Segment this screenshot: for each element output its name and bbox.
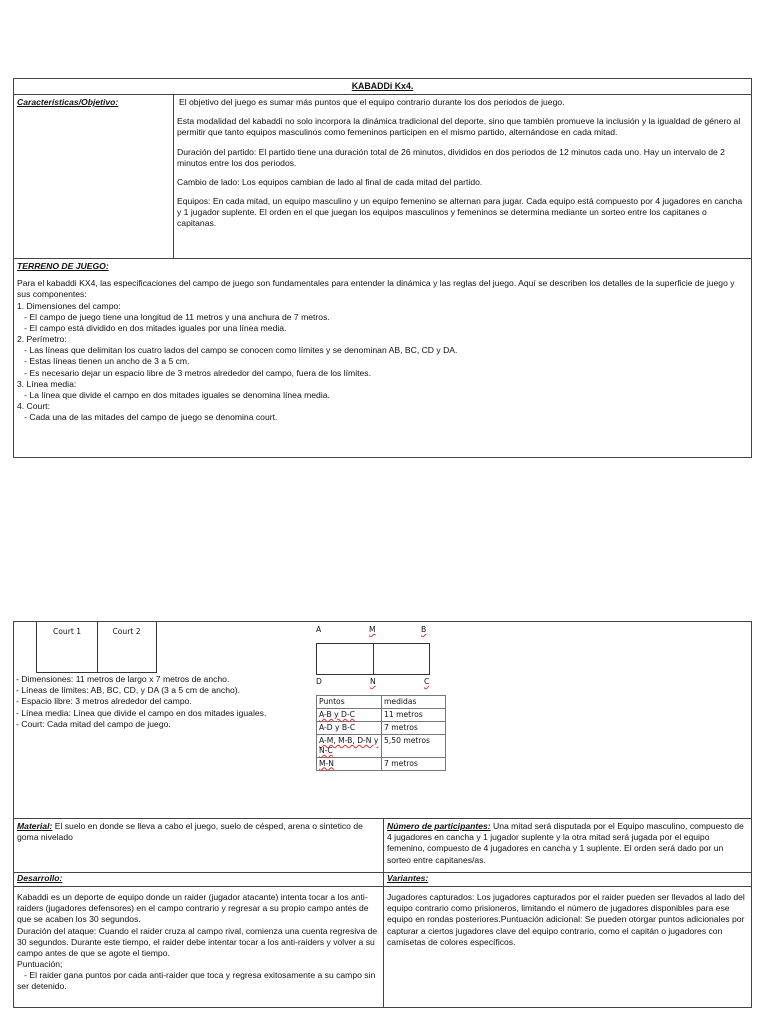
corner-label-a: A	[316, 625, 322, 634]
diagram-row	[14, 622, 751, 819]
table-cell: 5,50 metros	[382, 735, 446, 758]
caracteristicas-label: Características/Objetivo:	[17, 97, 119, 107]
terreno-line: 3. Línea media:	[17, 378, 77, 389]
variantes-text: Jugadores capturados: Los jugadores capturados por el raider pueden ser llevados al lado del equipo contrario como prisioneros, limitando el número de jugadores disponibles para ese equipo en rondas posteriores.Puntuación adicional: Se pueden otorgar puntos adicionales por capturar a ciertos jugadores clave del equipo contrario, como el capitán o jugadores con camisetas de colores específicos.	[387, 892, 745, 947]
desarrollo-label: Desarrollo:	[17, 873, 63, 883]
header-cell: medidas	[382, 696, 446, 709]
variantes-content-cell	[384, 887, 751, 1007]
table-row	[317, 757, 446, 770]
terreno-line: - Cada una de las mitades del campo de juego se denomina court.	[17, 412, 278, 423]
midline	[373, 644, 374, 674]
field-rectangle	[316, 643, 430, 675]
summary-line: - Líneas de límites: AB, BC, CD, y DA (3 a 5 cm de ancho).	[16, 685, 241, 696]
desarrollo-p2: Duración del ataque: Cuando el raider cruza al campo rival, comienza una cuenta regresiva de 30 segundos. Durante este tiempo, el raider debe intentar tocar a los anti-raiders y volver a su campo antes de que se agote el tiempo.	[17, 925, 378, 958]
summary-line: - Court: Cada mitad del campo de juego.	[16, 718, 171, 729]
desarrollo-content-cell	[14, 887, 384, 1007]
duracion-paragraph: Duración del partido: El partido tiene una duración total de 26 minutos, divididos en dos periodos de 12 minutos cada uno. Hay un intervalo de 2 minutos entre los dos periodos.	[177, 146, 725, 168]
table-row	[317, 722, 446, 735]
measurements-table	[316, 695, 446, 771]
material-label: Material:	[17, 821, 53, 831]
terreno-line: - Es necesario dejar un espacio libre de 3 metros alrededor del campo, fuera de los límites.	[17, 367, 371, 378]
court-1-box	[36, 622, 98, 673]
field-summary	[16, 674, 316, 730]
court-2-label: Court 2	[112, 627, 141, 636]
desarrollo-p1: Kabaddi es un deporte de equipo donde un raider (jugador atacante) intenta tocar a los anti-raiders (jugadores defensores) en el campo contrario y regresar a su propio campo antes de que se acaben los 30 segundos.	[17, 892, 369, 925]
variantes-label: Variantes:	[387, 873, 429, 883]
cambio-lado-paragraph: Cambio de lado: Los equipos cambian de lado al final de cada mitad del partido.	[177, 176, 483, 187]
corner-label-m: M	[369, 625, 376, 634]
summary-line: - Línea media: Línea que divide el campo en dos mitades iguales.	[16, 707, 267, 718]
table-row	[317, 735, 446, 758]
corner-label-n: N	[370, 677, 376, 686]
objetivo-paragraph: El objetivo del juego es sumar más puntos que el equipo contrario durante los dos periodos de juego.	[179, 97, 565, 107]
terreno-section	[14, 259, 751, 457]
corner-label-d: D	[316, 677, 322, 686]
summary-line: - Dimensiones: 11 metros de largo x 7 metros de ancho.	[16, 674, 230, 684]
terreno-line: - El campo de juego tiene una longitud de 11 metros y una anchura de 7 metros.	[17, 311, 330, 322]
caracteristicas-content-cell	[174, 95, 751, 259]
table-cell: A-D y B-C	[317, 722, 382, 735]
terreno-line: - La línea que divide el campo en dos mitades iguales se denomina línea media.	[17, 389, 330, 400]
material-text: El suelo en donde se lleva a cabo el juego, suelo de césped, arena o sintetico de goma nivelado	[17, 821, 363, 843]
terreno-label: TERRENO DE JUEGO:	[17, 261, 109, 271]
desarrollo-header-cell	[14, 873, 384, 887]
second-table	[13, 621, 752, 1008]
desarrollo-p3: Puntuación;	[17, 959, 63, 970]
modalidad-paragraph: Esta modalidad del kabaddi no solo incorpora la dinámica tradicional del deporte, sino que también promueve la inclusión y la igualdad de género al permitir que tanto equipos masculinos como femeninos participen en el mismo partido, alternándose en cada mitad.	[177, 116, 741, 138]
terreno-list	[17, 301, 747, 424]
terreno-line: - Las líneas que delimitan los cuatro lados del campo se conocen como límites y se denominan AB, BC, CD y DA.	[17, 345, 458, 356]
terreno-intro: Para el kabaddi KX4, las especificaciones del campo de juego son fundamentales para entender la dinámica y las reglas del juego. Aquí se describen los detalles de la superficie de juego y sus componentes:	[17, 278, 735, 300]
table-cell: 7 metros	[382, 722, 446, 735]
equipos-paragraph: Equipos: En cada mitad, un equipo masculino y un equipo femenino se alternan para jugar. Cada equipo está compuesto por 4 jugadores en cancha y 1 jugador suplente. El orden en el que juegan los equipos masculinos y femeninos se determina mediante un sorteo entre los capitanes o capitanas.	[177, 196, 743, 229]
participantes-cell	[384, 819, 751, 873]
court-2-box	[97, 622, 157, 673]
summary-line: - Espacio libre: 3 metros alrededor del campo.	[16, 696, 192, 707]
page-title: KABADDi Kx4.	[351, 81, 414, 91]
header-cell: Puntos	[317, 696, 382, 709]
table-cell: M-N	[317, 757, 382, 770]
table-row	[317, 709, 446, 722]
variantes-header-cell	[384, 873, 751, 887]
terreno-line: 2. Perímetro:	[17, 334, 67, 345]
participantes-text: Una mitad será disputada por el Equipo masculino, compuesto de 4 jugadores en cancha y 1 jugador suplente y la otra mitad será jugada por el equipo femenino, compuesto de 4 jugadores en cancha y 1 suplente. El orden será dado por un sorteo entre capitanes/as.	[387, 821, 744, 865]
terreno-line: 1. Dimensiones del campo:	[17, 300, 121, 311]
table-cell: A-M, M-B, D-N y N-C	[317, 735, 382, 758]
material-cell	[14, 819, 384, 873]
table-cell: 7 metros	[382, 757, 446, 770]
table-cell: 11 metros	[382, 709, 446, 722]
main-rules-table	[13, 78, 752, 458]
table-cell: A-B y D-C	[317, 709, 382, 722]
terreno-line: - El campo está dividido en dos mitades iguales por una línea media.	[17, 322, 287, 333]
title-row	[14, 79, 751, 95]
terreno-line: 4. Court:	[17, 401, 50, 412]
terreno-line: - Estas líneas tienen un ancho de 3 a 5 cm.	[17, 356, 190, 367]
corner-label-c: C	[424, 677, 430, 686]
caracteristicas-label-cell	[14, 95, 174, 259]
table-header-row	[317, 696, 446, 709]
court-1-label: Court 1	[52, 627, 82, 636]
corner-label-b: B	[421, 625, 427, 634]
participantes-label: Número de participantes:	[387, 821, 491, 831]
desarrollo-p4: - El raider gana puntos por cada anti-raider que toca y regresa exitosamente a su campo sin ser detenido.	[17, 970, 378, 992]
